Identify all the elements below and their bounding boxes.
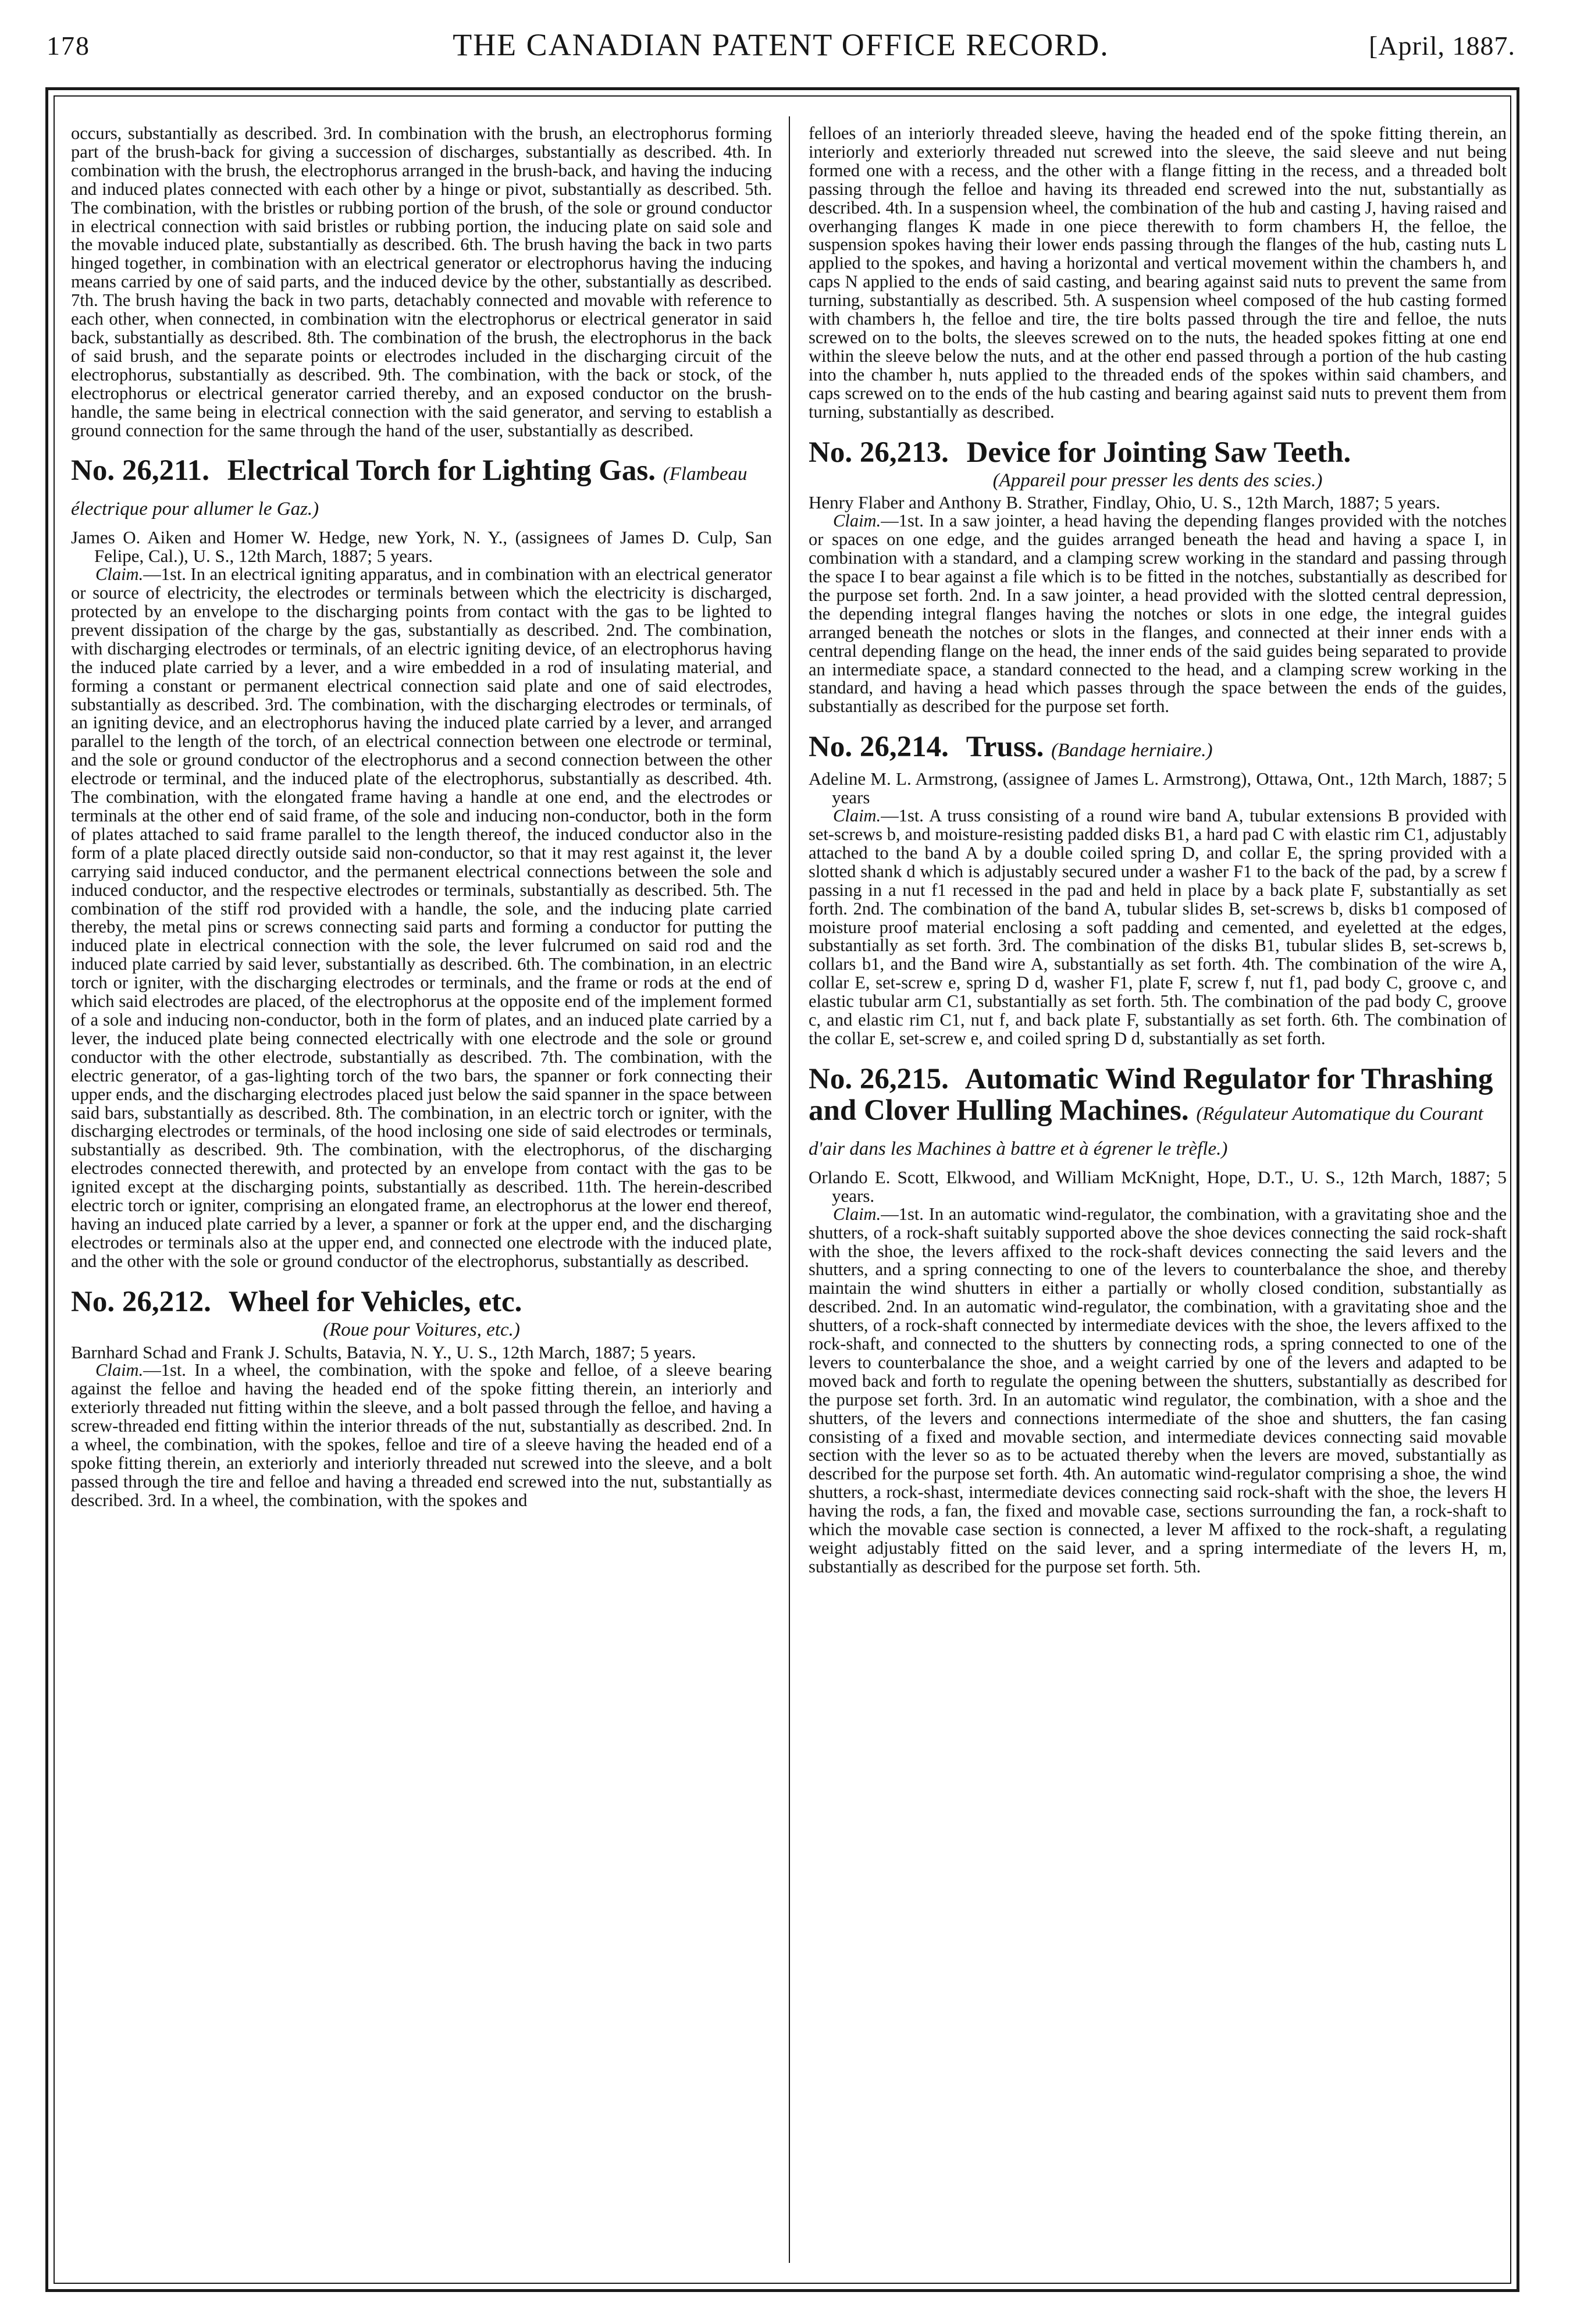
- french-title: (Appareil pour presser les dents des scies.): [992, 469, 1323, 491]
- patent-heading: [809, 731, 1507, 766]
- applicants: James O. Aiken and Homer W. Hedge, new York, N. Y., (assignees of James D. Culp, San Felipe, Cal.), U. S., 12th March, 1887; 5 years.: [71, 527, 772, 567]
- continued-claims: felloes of an interiorly threaded sleeve, having the headed end of the spoke fitting therein, an interiorly and exteriorly threaded nut screwed into the sleeve, the said sleeve and nut being formed one with a recess, and the other with a flange fitting in the recess, and a threaded bolt passing through the felloe and having its threaded end screwed into the nut, substantially as described. 4th. In a suspension wheel, the combination of the hub and casting J, having raised and overhanging flanges K made in one piece therewith to form chambers H, the felloe, the suspension spokes having their lower ends passing through the flanges of the hub, casting nuts L applied to the spokes, and having a horizontal and vertical movement within the chambers h, and caps N applied to the ends of said casting, and bearing against said nuts to prevent the same from turning, substantially as described. 5th. A suspension wheel composed of the hub casting formed with chambers h, the felloe and tire, the tire bolts passed through the tire and felloe, the nuts screwed on to the bolts, the sleeves screwed on to the nuts, the headed spokes fitting at one end within the sleeve below the nuts, and at the other end passed through a portion of the hub casting into the chamber h, nuts applied to the threaded ends of the spokes within said chambers, and caps screwed on to the ends of the hub casting and bearing against said nuts to prevent them from turning, substantially as described.: [809, 124, 1507, 422]
- patent-26212: [71, 1286, 772, 1510]
- patent-number: No. 26,215.: [809, 1062, 949, 1095]
- claim-label: Claim.: [833, 806, 881, 826]
- french-title: (Régulateur Automatique du Courant d'air dans les Machines à battre et à égrener le trèfle.): [809, 1103, 1483, 1159]
- patent-title: Truss.: [966, 731, 1044, 764]
- patent-title: Electrical Torch for Lighting Gas.: [227, 454, 656, 487]
- patent-number: No. 26,212.: [71, 1285, 211, 1318]
- claim-label: Claim.: [833, 511, 881, 531]
- right-column: [809, 124, 1507, 2271]
- patent-26214: [809, 731, 1507, 1048]
- applicants: Orlando E. Scott, Elkwood, and William McKnight, Hope, D.T., U. S., 12th March, 1887; 5 years.: [809, 1166, 1507, 1206]
- claims: [809, 807, 1507, 1048]
- claims: [809, 512, 1507, 716]
- patent-26211: [71, 455, 772, 1270]
- running-head: [47, 23, 1515, 76]
- claim-text: —1st. In an automatic wind-regulator, the combination, with a gravitating shoe and the shutters, of a rock-shaft suitably supported above the shoe devices connecting the said rock-shaft with the shoe, the levers affixed to the rock-shaft devices connecting the said levers and the shutters, and a spring connecting to one of the levers to counterbalance the shoe, and thereby maintain the wind shutters in either a partially or wholly closed condition, substantially as described. 2nd. In an automatic wind-regulator, the combination, with a gravitating shoe and the shutters, of a rock-shaft connected by intermediate devices with the shoe, the levers affixed to the rock-shaft, and connected to the shutters by connecting rods, a spring connected to one of the levers to counterbalance the shoe, and a weight carried by one of the levers and adapted to be moved back and forth to regulate the opening between the shutters, substantially as described for the purpose set forth. 3rd. In an automatic wind regulator, the combination, with a shoe and the shutters, of the levers and connections intermediate of the shoe and shutters, the fan casing consisting of a fixed and movable section, and intermediate devices connecting said movable section with the lever so as to be actuated thereby when the levers are moved, substantially as described for the purpose set forth. 4th. An automatic wind-regulator comprising a shoe, the wind shutters, a rock-shast, intermediate devices connecting said rock-shaft with the shoe, the levers H having the rods, a fan, the fixed and movable case, sections surrounding the fan, a rock-shaft to which the movable case section is connected, a lever M affixed to the rock-shaft, a regulating weight adjustably fitted on the said lever, and a spring intermediate of the levers H, m, substantially as described for the purpose set forth. 5th.: [809, 1204, 1507, 1576]
- patent-title: Device for Jointing Saw Teeth.: [966, 436, 1351, 469]
- claim-label: Claim.: [95, 564, 144, 585]
- patent-heading: [809, 437, 1507, 468]
- patent-title: Wheel for Vehicles, etc.: [228, 1285, 522, 1318]
- patent-heading: [71, 1286, 772, 1318]
- claim-text: —1st. A truss consisting of a round wire band A, tubular extensions B provided with set-screws b, and moisture-resisting padded disks B1, a hard pad C with elastic rim C1, adjustably attached to the band A by a double coiled spring D, and collar E, the spring provided with a slotted shank d which is adjustably secured under a washer F1 to the back of the pad, by a screw f passing in a nut f1 recessed in the pad and held in place by a back plate F, substantially as set forth. 2nd. The combination of the band A, tubular slides B, set-screws b, disks b1 composed of moisture proof material enclosing a soft padding and cemented, and eyeletted at the edges, substantially as set forth. 3rd. The combination of the disks B1, tubular slides B, set-screws b, collars b1, and the Band wire A, substantially as set forth. 4th. The combination of the wire A, collar E, set-screw e, spring D d, washer F1, plate F, screw f, nut f1, pad body C, groove c, and elastic tubular arm C1, substantially as set forth. 5th. The combination of the pad body C, groove c, and elastic rim C1, nut f, and back plate F, substantially as set forth. 6th. The combination of the collar E, set-screw e, and coiled spring D d, substantially as set forth.: [809, 806, 1507, 1048]
- applicants: Henry Flaber and Anthony B. Strather, Findlay, Ohio, U. S., 12th March, 1887; 5 years.: [809, 492, 1440, 513]
- patent-heading: [71, 455, 772, 525]
- patent-title: Automatic Wind Regulator for Thrashing and Clover Hulling Machines.: [809, 1062, 1493, 1127]
- claims: [71, 565, 772, 1270]
- continued-claims: occurs, substantially as described. 3rd. In combination with the brush, an electrophorus forming part of the brush-back for giving a succession of discharges, substantially as described. 4th. In combination with the brush, the electrophorus arranged in the brush-back, and having the inducing and induced plates connected with each other by a hinge or pivot, substantially as described. 5th. The combination, with the bristles or rubbing portion of the brush, of the sole or ground conductor in electrical connection with said bristles or rubbing portion, the inducing plate on said sole and the movable induced plate, substantially as described. 6th. The brush having the back in two parts hinged together, in combination with an electrical generator or electrophorus having the inducing means carried by one of said parts, and the induced device by the other, substantially as described. 7th. The brush having the back in two parts, detachably connected and movable with reference to each other, when connected, in combination witn the electrophorus or electrical generator in said back, substantially as described. 8th. The combination of the brush, the electrophorus in the back of said brush, and the separate points or electrodes included in the discharging circuit of the electrophorus, substantially as described. 9th. The combination, with the back or stock, of the electrophorus or electrical generator carried thereby, and an exposed conductor on the brush-handle, the same being in electrical connection with the said generator, and serving to establish a ground connection for the same through the hand of the user, substantially as described.: [71, 124, 772, 440]
- patent-number: No. 26,213.: [809, 436, 949, 469]
- french-title: (Bandage herniaire.): [1051, 740, 1213, 761]
- journal-title: THE CANADIAN PATENT OFFICE RECORD.: [453, 27, 1109, 62]
- claims: [809, 1205, 1507, 1576]
- left-column: [71, 124, 772, 2271]
- claim-label: Claim.: [833, 1204, 881, 1224]
- claim-text: —1st. In a saw jointer, a head having the depending flanges provided with the notches or spaces on one edge, and the guides arranged beneath the head and having a space I, in combination with a standard, and a clamping screw working in the standard and passing through the space I to bear against a file which is to be fitted in the notches, substantially as described for the purpose set forth. 2nd. In a saw jointer, a head provided with the slotted central depression, the depending integral flanges having the notches or slots in one edge, the integral guides arranged beneath the notches or slots in the flanges, and connected at their inner ends with a central depending flange on the head, the inner ends of the said guides being separated to provide an intermediate space, a standard connected to the head, and a clamping screw working in the standard, and having a head which passes through the space between the ends of the guides, substantially as described for the purpose set forth.: [809, 511, 1507, 717]
- patent-26215: [809, 1063, 1507, 1576]
- claim-label: Claim.: [95, 1360, 144, 1380]
- patent-number: No. 26,214.: [809, 731, 949, 764]
- applicants: Barnhard Schad and Frank J. Schults, Batavia, N. Y., U. S., 12th March, 1887; 5 years.: [71, 1341, 696, 1362]
- applicants: Adeline M. L. Armstrong, (assignee of James L. Armstrong), Ottawa, Ont., 12th March, 1887; 5 years: [809, 768, 1507, 808]
- page-number: 178: [47, 31, 90, 60]
- claim-text: —1st. In a wheel, the combination, with the spoke and felloe, of a sleeve bearing against the felloe and having the headed end of the spoke fitting therein, an interiorly and exteriorly threaded nut fitting within the sleeve, and a bolt passed through the felloe, and having a screw-threaded end fitting within the interior threads of the nut, substantially as described. 2nd. In a wheel, the combination, with the spokes, felloe and tire of a sleeve having the headed end of a spoke fitting therein, an exteriorly and interiorly threaded nut screwed into the sleeve, and a bolt passed through the tire and felloe and having a threaded end screwed into the nut, substantially as described. 3rd. In a wheel, the combination, with the spokes and: [71, 1360, 772, 1510]
- french-title: (Roue pour Voitures, etc.): [323, 1319, 520, 1340]
- patent-heading: [809, 1063, 1507, 1165]
- patent-26213: [809, 437, 1507, 717]
- patent-number: No. 26,211.: [71, 454, 210, 487]
- issue-date: [April, 1887.: [1369, 31, 1515, 60]
- claim-text: —1st. In an electrical igniting apparatus, and in combination with an electrical generator or source of electricity, the electrodes or terminals between which the electricity is discharged, protected by an envelope to the discharging points from contact with the gas to be lighted to prevent dissipation of the charge by the gas, substantially as described. 2nd. The combination, with discharging electrodes or terminals, of an electric igniting device, of an electrophorus having the induced plate carried by a lever, and a wire embedded in a rod of insulating material, and forming a constant or permanent electrical connection said plate and one of said electrodes, substantially as described. 3rd. The combination, with the discharging electrodes or terminals, of an igniting device, and an electrophorus having the induced plate carried by a lever, and arranged parallel to the length of the torch, of an electrical connection between one electrode or terminal, and the sole or ground conductor of the electrophorus and a second connection between the other electrode or terminal, and the induced plate of the electrophorus, substantially as described. 4th. The combination, with the elongated frame having a handle at one end, and the electrodes or terminals at the other end of said frame, of the sole and inducing non-conductor, both in the form of plates attached to said frame parallel to the length thereof, the induced conductor also in the form of a plate placed directly outside said non-conductor, so that it may rest against it, the lever carrying said induced conductor, and the permanent electrical connections between the sole and induced conductor, and the respective electrodes or terminals, substantially as described. 5th. The combination of the stiff rod provided with a handle, the sole, and the inducing plate carried thereby, the metal pins or screws connecting said parts and forming a conductor for putting the induced plate in electrical connection with the sole, the lever fulcrumed on said rod and the induced plate carried by said lever, substantially as described. 6th. The combination, in an electric torch or igniter, with the discharging electrodes or terminals, and the frame or rods at the end of which said electrodes are placed, of the electrophorus at the opposite end of the implement formed of a sole and inducing non-conductor, both in the form of plates, and an induced plate carried by a lever, the induced plate being connected electrically with one electrode and the sole or ground conductor with the other electrode, substantially as described. 7th. The combination, with the electric generator, of a gas-lighting torch of the two bars, the spanner or fork connecting their upper ends, and the discharging electrodes placed just below the said spanner in the space between said bars, substantially as described. 8th. The combination, in an electric torch or igniter, with the discharging electrodes or terminals, of the hood inclosing one side of said electrodes or terminals, substantially as described. 9th. The combination, with the electrophorus, of the discharging electrodes connected therewith, and protected by an envelope from contact with the gas to be ignited except at the discharging points, substantially as described. 11th. The herein-described electric torch or igniter, comprising an elongated frame, an electrophorus at the lower end thereof, having an induced plate carried by a lever, a spanner or fork at the upper end, and the discharging electrodes or terminals also at the upper end, and connected one electrode with the induced plate, and the other with the sole or ground conductor of the electrophorus, substantially as described.: [71, 564, 772, 1271]
- column-divider: [789, 116, 790, 2263]
- french-title: (Flambeau électrique pour allumer le Gaz.): [71, 464, 747, 520]
- claims: [71, 1361, 772, 1510]
